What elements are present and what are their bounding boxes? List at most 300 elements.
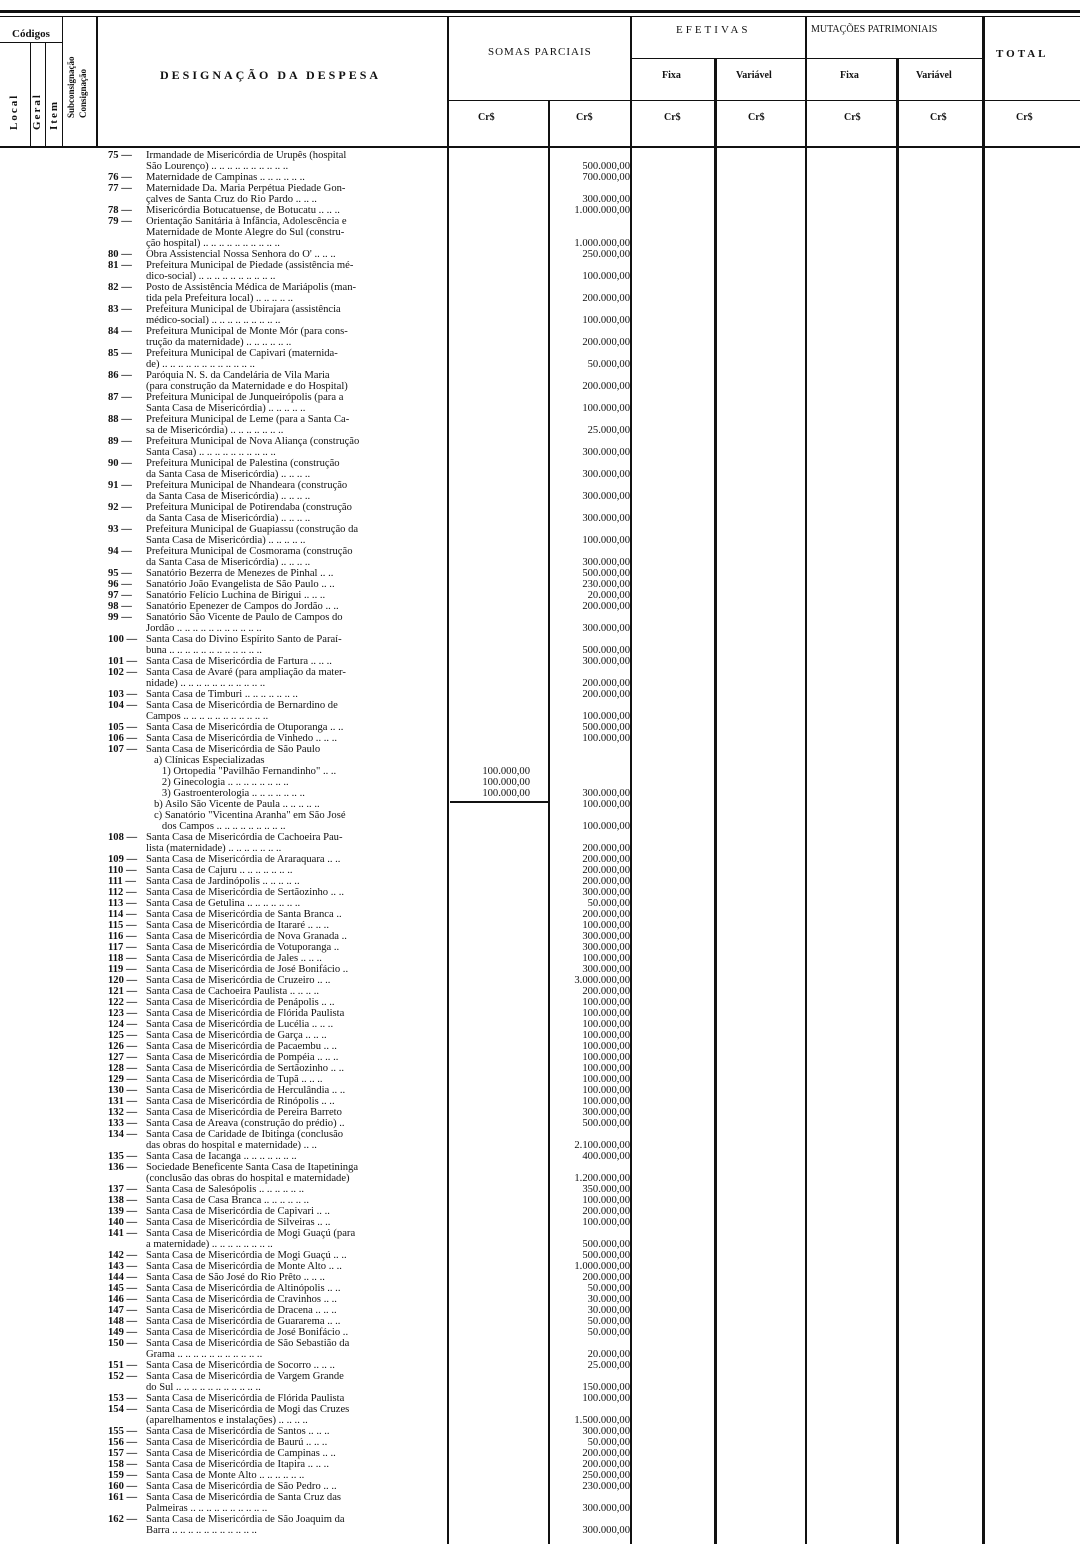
item-description: Santa Casa de Misericórdia de São Sebastião da Grama .. .. .. .. .. .. .. .. .. .. .. (146, 1338, 350, 1360)
table-row (0, 1338, 1080, 1360)
table-row (0, 392, 1080, 414)
table-row (0, 986, 1080, 997)
amount: 300.000,00 (582, 1107, 630, 1118)
local-label: Local (8, 93, 20, 130)
amount: 300.000,00 (582, 469, 630, 480)
amount: 1.000.000,00 (574, 1261, 630, 1272)
item-number: 112 — (108, 887, 137, 898)
amount: 500.000,00 (582, 1239, 630, 1250)
item-number: 151 — (108, 1360, 138, 1371)
table-row (0, 612, 1080, 634)
item-number: 124 — (108, 1019, 138, 1030)
item-description: Santa Casa de Misericórdia de Herculândia .. .. (146, 1085, 346, 1096)
table-row (0, 458, 1080, 480)
amount: 200.000,00 (582, 854, 630, 865)
amount: 200.000,00 (582, 876, 630, 887)
table-row (0, 744, 1080, 755)
item-description: Santa Casa de Misericórdia de José Bonifácio .. (146, 1327, 349, 1338)
table-row (0, 722, 1080, 733)
item-number: 99 — (108, 612, 132, 623)
table-row (0, 1096, 1080, 1107)
table-row (0, 1261, 1080, 1272)
table-row (0, 931, 1080, 942)
item-number: 114 — (108, 909, 137, 920)
table-row (0, 1162, 1080, 1184)
item-description: Orientação Sanitária à Infância, Adolescência e Maternidade de Monte Alegre do Sul (constru- ção hospital) .. .. .. .. .. .. .. .. .. .. (146, 216, 347, 249)
item-description: Maternidade de Campinas .. .. .. .. .. .. (146, 172, 305, 183)
item-description: Santa Casa de Misericórdia de Santos .. .. .. (146, 1426, 330, 1437)
total-label: TOTAL (996, 48, 1049, 60)
amount: 100.000,00 (582, 997, 630, 1008)
mutacoes-label: MUTAÇÕES PATRIMONIAIS (811, 24, 938, 35)
item-description: Santa Casa de Salesópolis .. .. .. .. .. .. (146, 1184, 305, 1195)
units-rule (447, 100, 1080, 101)
item-description: Santa Casa de Misericórdia de Mogi Guaçú .. .. (146, 1250, 347, 1261)
item-number: 105 — (108, 722, 138, 733)
item-description: Santa Casa de Misericórdia de Jales .. .. .. (146, 953, 322, 964)
item-number: 148 — (108, 1316, 138, 1327)
amount: 230.000,00 (582, 579, 630, 590)
item-number: 122 — (108, 997, 138, 1008)
table-row (0, 942, 1080, 953)
table-row (0, 1470, 1080, 1481)
amount: 200.000,00 (582, 1448, 630, 1459)
table-row (0, 975, 1080, 986)
item-description: Santa Casa de Misericórdia de Cachoeira Pau- lista (maternidade) .. .. .. .. .. .. .. (146, 832, 343, 854)
amount: 100.000,00 (582, 315, 630, 326)
amount: 100.000,00 (582, 920, 630, 931)
item-description: Sanatório São Vicente de Paulo de Campos do Jordão .. .. .. .. .. .. .. .. .. .. .. (146, 612, 343, 634)
amount: 100.000,00 (582, 953, 630, 964)
table-row (0, 1151, 1080, 1162)
amount: 1.500.000,00 (574, 1415, 630, 1426)
amount: 200.000,00 (582, 909, 630, 920)
amount: 200.000,00 (582, 1459, 630, 1470)
amount: 300.000,00 (582, 623, 630, 634)
item-number: 119 — (108, 964, 137, 975)
item-number: 147 — (108, 1305, 138, 1316)
table-row (0, 1217, 1080, 1228)
table-row (0, 436, 1080, 458)
item-number: 144 — (108, 1272, 138, 1283)
table-row (0, 634, 1080, 656)
item-description: Santa Casa de Monte Alto .. .. .. .. .. .. (146, 1470, 305, 1481)
unit-mut-fixa: Cr$ (844, 112, 861, 123)
amount: 3.000.000,00 (574, 975, 630, 986)
item-description: Santa Casa de Misericórdia de Cruzeiro .. .. (146, 975, 331, 986)
item-description: Santa Casa de Areava (construção do prédio) .. (146, 1118, 345, 1129)
partial-sum: 100.000,00 (482, 766, 530, 777)
amount: 200.000,00 (582, 1206, 630, 1217)
item-description: Santa Casa de Misericórdia de Flórida Paulista (146, 1008, 345, 1019)
amount: 200.000,00 (582, 337, 630, 348)
amount: 300.000,00 (582, 513, 630, 524)
amount: 300.000,00 (582, 447, 630, 458)
item-description: Santa Casa de Misericórdia de São Joaquim da Barra .. .. .. .. .. .. .. .. .. .. .. (146, 1514, 345, 1536)
unit-mut-variavel: Cr$ (930, 112, 947, 123)
amount: 100.000,00 (582, 799, 630, 810)
table-row (0, 282, 1080, 304)
table-row (0, 1437, 1080, 1448)
unit-variavel: Cr$ (748, 112, 765, 123)
item-description: Santa Casa de Misericórdia de Flórida Paulista (146, 1393, 345, 1404)
amount: 500.000,00 (582, 1250, 630, 1261)
item-number: 81 — (108, 260, 132, 271)
amount: 100.000,00 (582, 711, 630, 722)
table-row (0, 810, 1080, 832)
item-description: Maternidade Da. Maria Perpétua Piedade Gon- çalves de Santa Cruz do Rio Pardo .. .. .. (146, 183, 346, 205)
table-row (0, 414, 1080, 436)
amount: 300.000,00 (582, 1525, 630, 1536)
item-number: 150 — (108, 1338, 138, 1349)
top-rule-thin (0, 16, 1080, 17)
item-description: 1) Ortopedia "Pavilhão Fernandinho" .. .. (146, 766, 337, 777)
table-row (0, 777, 1080, 788)
item-description: Santa Casa de Misericórdia de Araraquara .. .. (146, 854, 341, 865)
table-row (0, 755, 1080, 766)
item-description: Santa Casa de Misericórdia de Sertãozinho .. .. (146, 887, 344, 898)
amount: 200.000,00 (582, 381, 630, 392)
item-description: Santa Casa de Casa Branca .. .. .. .. .. .. (146, 1195, 309, 1206)
item-number: 162 — (108, 1514, 138, 1525)
item-number: 115 — (108, 920, 137, 931)
item-description: Irmandade de Misericórdia de Urupês (hospital São Lourenço) .. .. .. .. .. .. .. .. .. .. (146, 150, 347, 172)
item-description: Santa Casa de Misericórdia de Socorro .. .. .. (146, 1360, 335, 1371)
col-rule-geral (45, 42, 46, 146)
amount: 700.000,00 (582, 172, 630, 183)
item-label: Item (48, 100, 60, 130)
table-row (0, 1481, 1080, 1492)
item-description: Santa Casa de Misericórdia de Silveiras .. .. (146, 1217, 331, 1228)
table-row (0, 1492, 1080, 1514)
item-number: 141 — (108, 1228, 138, 1239)
amount: 100.000,00 (582, 1052, 630, 1063)
amount: 200.000,00 (582, 986, 630, 997)
table-row (0, 1206, 1080, 1217)
item-number: 135 — (108, 1151, 138, 1162)
item-number: 140 — (108, 1217, 138, 1228)
table-row (0, 1052, 1080, 1063)
amount: 300.000,00 (582, 1503, 630, 1514)
table-row (0, 1327, 1080, 1338)
item-number: 154 — (108, 1404, 138, 1415)
table-row (0, 909, 1080, 920)
item-number: 103 — (108, 689, 138, 700)
item-number: 108 — (108, 832, 138, 843)
item-number: 86 — (108, 370, 132, 381)
amount: 300.000,00 (582, 788, 630, 799)
item-number: 113 — (108, 898, 137, 909)
amount: 300.000,00 (582, 491, 630, 502)
item-number: 157 — (108, 1448, 138, 1459)
table-row (0, 854, 1080, 865)
amount: 100.000,00 (582, 1063, 630, 1074)
item-description: Santa Casa de Misericórdia de José Bonifácio .. (146, 964, 349, 975)
item-description: Santa Casa de Jardinópolis .. .. .. .. .. (146, 876, 300, 887)
item-number: 123 — (108, 1008, 138, 1019)
table-row (0, 766, 1080, 777)
item-description: Santa Casa de Misericórdia de Garça .. .. .. (146, 1030, 327, 1041)
item-description: Santa Casa de Misericórdia de Penápolis .. .. (146, 997, 335, 1008)
amount: 500.000,00 (582, 645, 630, 656)
table-row (0, 1129, 1080, 1151)
mutacoes-variavel-label: Variável (916, 70, 952, 81)
table-row (0, 887, 1080, 898)
amount: 200.000,00 (582, 293, 630, 304)
item-number: 137 — (108, 1184, 138, 1195)
item-number: 139 — (108, 1206, 138, 1217)
item-number: 121 — (108, 986, 138, 997)
designacao-label: DESIGNAÇÃO DA DESPESA (160, 68, 382, 82)
item-number: 134 — (108, 1129, 138, 1140)
col-rule-item (62, 16, 63, 146)
item-description: 2) Ginecologia .. .. .. .. .. .. .. .. (146, 777, 289, 788)
table-row (0, 1008, 1080, 1019)
efetivas-variavel-label: Variável (736, 70, 772, 81)
item-number: 102 — (108, 667, 138, 678)
item-number: 91 — (108, 480, 132, 491)
codigos-subrule (0, 42, 62, 43)
amount: 300.000,00 (582, 1426, 630, 1437)
amount: 100.000,00 (582, 1085, 630, 1096)
item-number: 76 — (108, 172, 132, 183)
amount: 300.000,00 (582, 194, 630, 205)
geral-label: Geral (31, 93, 43, 130)
item-description: Santa Casa de Misericórdia de Votuporanga .. (146, 942, 340, 953)
partial-sum: 100.000,00 (482, 788, 530, 799)
table-row (0, 579, 1080, 590)
amount: 100.000,00 (582, 1030, 630, 1041)
table-row (0, 1316, 1080, 1327)
item-description: Santa Casa do Divino Espírito Santo de Paraí- buna .. .. .. .. .. .. .. .. .. .. .. .. (146, 634, 342, 656)
table-row (0, 172, 1080, 183)
table-row (0, 524, 1080, 546)
item-description: Santa Casa de Misericórdia de Nova Granada .. (146, 931, 347, 942)
amount: 200.000,00 (582, 843, 630, 854)
table-row (0, 348, 1080, 370)
amount: 30.000,00 (587, 1305, 630, 1316)
item-number: 120 — (108, 975, 138, 986)
item-description: Santa Casa de Misericórdia de São Paulo (146, 744, 321, 755)
item-description: Prefeitura Municipal de Potirendaba (construção da Santa Casa de Misericórdia) .. .. .. .. (146, 502, 352, 524)
item-description: Prefeitura Municipal de Capivari (maternida- de) .. .. .. .. .. .. .. .. .. .. .. .. (146, 348, 338, 370)
item-description: Santa Casa de Misericórdia de Campinas .. .. (146, 1448, 336, 1459)
item-number: 100 — (108, 634, 138, 645)
table-row (0, 1459, 1080, 1470)
item-description: Santa Casa de Misericórdia de Otuporanga .. .. (146, 722, 344, 733)
table-row (0, 689, 1080, 700)
item-description: Santa Casa de Misericórdia de Rinópolis .. .. (146, 1096, 335, 1107)
table-row (0, 920, 1080, 931)
table-row (0, 216, 1080, 249)
item-description: a) Clínicas Especializadas (146, 755, 265, 766)
table-row (0, 150, 1080, 172)
item-number: 104 — (108, 700, 138, 711)
item-number: 84 — (108, 326, 132, 337)
table-row (0, 370, 1080, 392)
table-row (0, 656, 1080, 667)
item-number: 82 — (108, 282, 132, 293)
amount: 500.000,00 (582, 722, 630, 733)
item-number: 89 — (108, 436, 132, 447)
item-number: 145 — (108, 1283, 138, 1294)
item-description: Santa Casa de Avaré (para ampliação da mater- nidade) .. .. .. .. .. .. .. .. .. .. .. (146, 667, 346, 689)
amount: 50.000,00 (587, 1283, 630, 1294)
item-description: Santa Casa de Misericórdia de Sertãozinho .. .. (146, 1063, 344, 1074)
item-number: 153 — (108, 1393, 138, 1404)
table-row (0, 1448, 1080, 1459)
unit-total: Cr$ (1016, 112, 1033, 123)
table-row (0, 1371, 1080, 1393)
item-number: 129 — (108, 1074, 138, 1085)
item-number: 142 — (108, 1250, 138, 1261)
item-description: Santa Casa de Misericórdia de Pompéia .. .. .. (146, 1052, 339, 1063)
item-description: Santa Casa de Misericórdia de Itapira .. .. .. (146, 1459, 329, 1470)
item-number: 109 — (108, 854, 138, 865)
amount: 30.000,00 (587, 1294, 630, 1305)
table-row (0, 1514, 1080, 1536)
item-description: Santa Casa de Misericórdia de Mogi Guaçú (para a maternidade) .. .. .. .. .. .. .. .. (146, 1228, 356, 1250)
amount: 25.000,00 (587, 1360, 630, 1371)
item-description: c) Sanatório "Vicentina Aranha" em São José dos Campos .. .. .. .. .. .. .. .. .. (153, 810, 346, 832)
item-number: 80 — (108, 249, 132, 260)
item-description: Santa Casa de Misericórdia de Dracena .. .. .. (146, 1305, 337, 1316)
item-number: 159 — (108, 1470, 138, 1481)
item-description: Santa Casa de Iacanga .. .. .. .. .. .. .. (146, 1151, 297, 1162)
item-description: Santa Casa de Misericórdia de Lucélia .. .. .. (146, 1019, 334, 1030)
item-description: Prefeitura Municipal de Nhandeara (construção da Santa Casa de Misericórdia) .. .. .. .. (146, 480, 348, 502)
item-number: 143 — (108, 1261, 138, 1272)
item-number: 125 — (108, 1030, 138, 1041)
amount: 200.000,00 (582, 865, 630, 876)
item-number: 79 — (108, 216, 132, 227)
item-number: 116 — (108, 931, 137, 942)
amount: 100.000,00 (582, 1096, 630, 1107)
amount: 300.000,00 (582, 931, 630, 942)
amount: 300.000,00 (582, 656, 630, 667)
item-description: Santa Casa de Misericórdia de Pereira Barreto (146, 1107, 342, 1118)
table-row (0, 249, 1080, 260)
table-row (0, 1019, 1080, 1030)
table-row (0, 1041, 1080, 1052)
amount: 500.000,00 (582, 1118, 630, 1129)
item-number: 107 — (108, 744, 138, 755)
item-description: Santa Casa de Timburi .. .. .. .. .. .. .. (146, 689, 298, 700)
table-row (0, 733, 1080, 744)
table-row (0, 788, 1080, 799)
item-description: Prefeitura Municipal de Piedade (assistência mé- dico-social) .. .. .. .. .. .. .. .. .. .. (146, 260, 354, 282)
amount: 100.000,00 (582, 733, 630, 744)
item-number: 117 — (108, 942, 137, 953)
item-number: 133 — (108, 1118, 138, 1129)
item-number: 160 — (108, 1481, 138, 1492)
col-rule-codes (96, 16, 98, 146)
amount: 500.000,00 (582, 161, 630, 172)
efetivas-label: EFETIVAS (676, 24, 751, 36)
item-number: 85 — (108, 348, 132, 359)
top-rule (0, 10, 1080, 13)
table-row (0, 1118, 1080, 1129)
item-description: Prefeitura Municipal de Cosmorama (construção da Santa Casa de Misericórdia) .. .. .. .. (146, 546, 353, 568)
amount: 100.000,00 (582, 535, 630, 546)
table-row (0, 502, 1080, 524)
item-number: 101 — (108, 656, 138, 667)
amount: 300.000,00 (582, 942, 630, 953)
item-description: Santa Casa de Caridade de Ibitinga (conclusão das obras do hospital e maternidade) .. .. (146, 1129, 344, 1151)
amount: 1.000.000,00 (574, 238, 630, 249)
item-number: 106 — (108, 733, 138, 744)
table-row (0, 799, 1080, 810)
amount: 500.000,00 (582, 568, 630, 579)
table-row (0, 1250, 1080, 1261)
amount: 20.000,00 (587, 590, 630, 601)
table-row (0, 964, 1080, 975)
amount: 20.000,00 (587, 1349, 630, 1360)
item-description: Santa Casa de Misericórdia de Pacaembu .. .. (146, 1041, 337, 1052)
table-row (0, 546, 1080, 568)
table-row (0, 667, 1080, 689)
item-description: 3) Gastroenterologia .. .. .. .. .. .. .. (146, 788, 305, 799)
item-description: Prefeitura Municipal de Junqueirópolis (para a Santa Casa de Misericórdia) .. .. .. .. .. (146, 392, 344, 414)
table-row (0, 1426, 1080, 1437)
table-row (0, 260, 1080, 282)
item-description: Santa Casa de Misericórdia de Tupã .. .. .. (146, 1074, 323, 1085)
item-number: 98 — (108, 601, 132, 612)
item-description: Santa Casa de Misericórdia de Vinhedo .. .. .. (146, 733, 337, 744)
table-row (0, 601, 1080, 612)
item-description: Santa Casa de Misericórdia de Cravinhos .. .. (146, 1294, 337, 1305)
item-description: Santa Casa de Misericórdia de Mogi das Cruzes (aparelhamentos e instalações) .. .. .. .. (146, 1404, 350, 1426)
item-description: Prefeitura Municipal de Nova Aliança (construção Santa Casa) .. .. .. .. .. .. .. .. .. .. (146, 436, 360, 458)
unit-fixa: Cr$ (664, 112, 681, 123)
item-number: 78 — (108, 205, 132, 216)
item-number: 95 — (108, 568, 132, 579)
item-number: 83 — (108, 304, 132, 315)
table-row (0, 1030, 1080, 1041)
amount: 300.000,00 (582, 964, 630, 975)
item-number: 94 — (108, 546, 132, 557)
item-description: Santa Casa de Misericórdia de Baurú .. .. .. (146, 1437, 328, 1448)
item-description: Misericórdia Botucatuense, de Botucatu .. .. .. (146, 205, 340, 216)
item-description: Sanatório Bezerra de Menezes de Pinhal .. .. (146, 568, 334, 579)
item-description: Posto de Assistência Médica de Mariápolis (man- tida pela Prefeitura local) .. .. .. .. .. (146, 282, 357, 304)
amount: 100.000,00 (582, 1393, 630, 1404)
table-row (0, 832, 1080, 854)
item-description: Santa Casa de Cajuru .. .. .. .. .. .. .. (146, 865, 293, 876)
item-description: Santa Casa de Misericórdia de Vargem Grande do Sul .. .. .. .. .. .. .. .. .. .. .. (146, 1371, 344, 1393)
item-description: Santa Casa de Misericórdia de Fartura .. .. .. (146, 656, 332, 667)
item-number: 132 — (108, 1107, 138, 1118)
table-row (0, 1404, 1080, 1426)
item-description: Sociedade Beneficente Santa Casa de Itapetininga (conclusão das obras do hospital e maternidade) (146, 1162, 359, 1184)
table-row (0, 568, 1080, 579)
item-description: Santa Casa de Misericórdia de Monte Alto .. .. (146, 1261, 342, 1272)
item-description: Santa Casa de Misericórdia de Santa Cruz das Palmeiras .. .. .. .. .. .. .. .. .. .. (146, 1492, 342, 1514)
table-row (0, 1228, 1080, 1250)
item-number: 149 — (108, 1327, 138, 1338)
item-number: 126 — (108, 1041, 138, 1052)
table-row (0, 1294, 1080, 1305)
amount: 200.000,00 (582, 689, 630, 700)
table-row (0, 304, 1080, 326)
item-number: 77 — (108, 183, 132, 194)
table-row (0, 1360, 1080, 1371)
table-row (0, 480, 1080, 502)
table-row (0, 1107, 1080, 1118)
item-description: Paróquia N. S. da Candelária de Vila Maria (para construção da Maternidade e do Hospital) (146, 370, 348, 392)
item-number: 136 — (108, 1162, 138, 1173)
amount: 100.000,00 (582, 403, 630, 414)
